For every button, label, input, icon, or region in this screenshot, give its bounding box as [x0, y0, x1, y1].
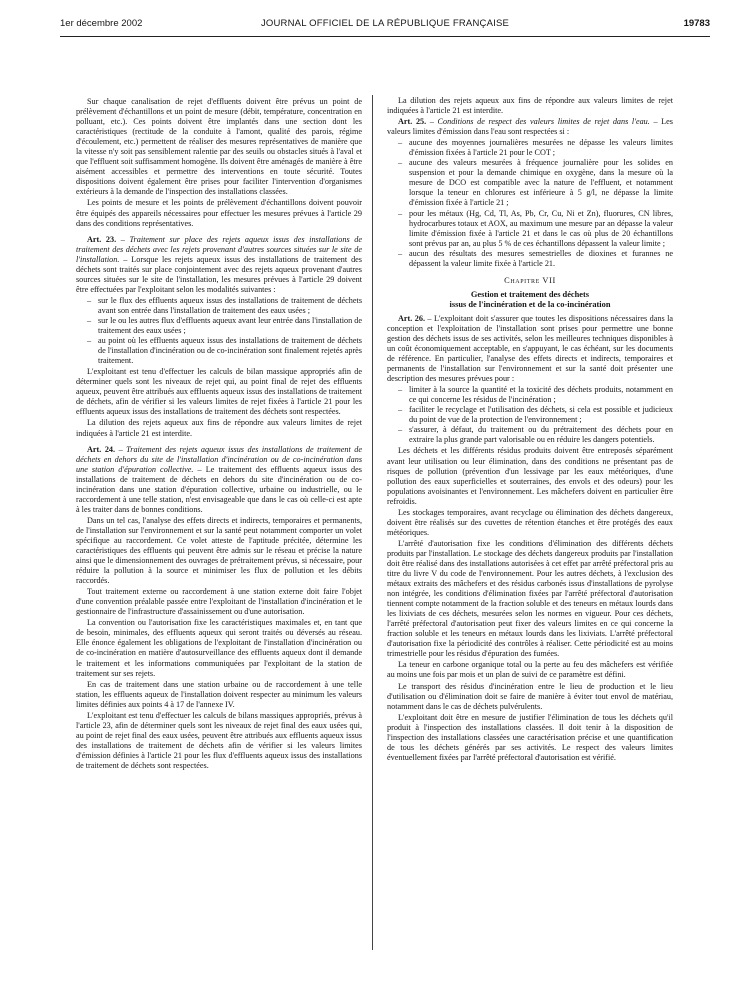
chapter-title-line: issus de l'incinération et de la co-incinération — [449, 299, 611, 309]
paragraph: Les points de mesure et les points de prélèvement d'échantillons doivent pouvoir être équipés des appareils nécessaires pour effectuer les mesures prévues à l'article 29 dans des conditions représentatives. — [76, 198, 362, 228]
article-23-list — [76, 296, 362, 366]
paragraph: La dilution des rejets aqueux aux fins de répondre aux valeurs limites de rejet indiquées à l'article 21 est interdite. — [387, 96, 673, 116]
paragraph: La convention ou l'autorisation fixe les caractéristiques maximales et, en tant que de besoin, minimales, des effluents aqueux qui seront traités ou déversés au réseau. Elle énonce également les obligations de l'exploitant de l'installation d'incinération ou de co-incinération en matière d'autosurveillance des effluents aqueux dont il demande le traitement et les informations communiquées par l'exploitant de la station de traitement sur ses rejets. — [76, 618, 362, 678]
paragraph: Le transport des résidus d'incinération entre le lieu de production et le lieu d'utilisation ou d'élimination doit se faire de manière à éviter tout envol de matériau, notamment dans le cas de déchets pulvérulents. — [387, 681, 673, 711]
header-page-number: 19783 — [683, 18, 710, 29]
article-number: Art. 24. — [87, 444, 116, 454]
chapter-heading: Chapitre VII — [504, 275, 556, 285]
left-column — [76, 97, 362, 772]
paragraph: Tout traitement externe ou raccordement à une station externe doit faire l'objet d'une convention préalable passée entre l'exploitant de l'installation d'incinération et le gestionnaire de l'infrastructure d'assainissement ou d'une autorisation. — [76, 587, 362, 617]
chapter-title-line: Gestion et traitement des déchets — [470, 289, 590, 299]
header-journal-title: JOURNAL OFFICIEL DE LA RÉPUBLIQUE FRANÇAISE — [260, 18, 510, 29]
list-item: – pour les métaux (Hg, Cd, Tl, As, Pb, Cr, Cu, Ni et Zn), fluorures, CN libres, hydrocarbures totaux et AOX, au maximum une mesure par an dépasse la valeur limite d'émission fixée à l'article 21 et dans le cas où plus de 20 échantillons sont prévus par an, au plus 5 % de ces échantillons dépassent la valeur limite ; — [387, 209, 673, 249]
right-column — [387, 96, 673, 764]
article-number: Art. 26. — [398, 313, 425, 323]
list-item: – au point où les effluents aqueux issus des installations de traitement de déchets de l'installation d'incinération ou de co-incinération sont finalement rejetés après traitement. — [76, 336, 362, 366]
paragraph: Sur chaque canalisation de rejet d'effluents doivent être prévus un point de prélèvement d'échantillons et un point de mesure (débit, température, concentration en polluant, etc.). Ces points doivent être implantés dans une section dont les caractéristiques (rectitude de la conduite à l'amont, qualité des parois, régime d'écoulement, etc.) permettent de réaliser des mesures représentatives de manière que la vitesse n'y soit pas sensiblement ralentie par des seuils ou obstacles situés à l'aval et que l'effluent soit suffisamment homogène. Ils doivent être aménagés de manière à être aisément accessibles et permettre des interventions en toute sécurité. Toutes dispositions doivent également être prises pour faciliter l'intervention d'organismes extérieurs à la demande de l'inspection des installations classées. — [76, 97, 362, 197]
article-title: – Traitement des rejets aqueux issus des installations de traitement de déchets en dehors du site de l'installation d'incinération ou de co-incinération dans une station d'épuration collective. — [76, 444, 362, 474]
paragraph: En cas de traitement dans une station urbaine ou de raccordement à une telle station, les effluents aqueux de l'installation doivent respecter au minimum les valeurs limites définies aux points 4 à 17 de l'annexe IV. — [76, 679, 362, 709]
list-item: – s'assurer, à défaut, du traitement ou du prétraitement des déchets pour en extraire la plus grande part valorisable ou en réduire les dangers potentiels. — [387, 425, 673, 445]
list-item: – sur le flux des effluents aqueux issus des installations de traitement de déchets avant son entrée dans l'installation de traitement des eaux usées ; — [76, 296, 362, 316]
article-text: – Le traitement des effluents aqueux issus des installations de traitement de déchets en dehors du site d'incinération ou de co-incinération dans une station d'épuration collective, urbaine ou industrielle, ou le raccordement à une telle station, n'est envisageable que dans le cas où celle-ci est apte à les traiter dans de bonnes conditions. — [76, 464, 362, 514]
paragraph: Les déchets et les différents résidus produits doivent être entreposés séparément avant leur utilisation ou leur élimination, dans des conditions ne présentant pas de risques de pollution (prévention d'un lessivage par les eaux météoriques, d'une pollution des eaux superficielles et souterraines, des envols et des odeurs) pour les populations avoisinantes et l'environnement. Les mâchefers doivent en particulier être refroidis. — [387, 446, 673, 506]
article-title: – Traitement sur place des rejets aqueux issus des installations de traitement des déchets avec les rejets provenant d'autres sources situées sur le site de l'installation. — [76, 234, 363, 264]
header-rule — [60, 36, 710, 37]
article-25 — [387, 117, 673, 137]
chapter-title — [387, 290, 673, 310]
header-date: 1er décembre 2002 — [60, 18, 143, 29]
paragraph: L'exploitant doit être en mesure de justifier l'élimination de tous les déchets qu'il produit à l'inspection des installations classées. Il doit tenir à la disposition de l'inspection des installations classées une caractérisation précise et une quantification de tous les déchets générés par ses activités. Le respect des valeurs limites éventuellement fixées par l'arrêté préfectoral d'autorisation est vérifié. — [387, 712, 673, 762]
list-item: – sur le ou les autres flux d'effluents aqueux avant leur entrée dans l'installation de traitement des eaux usées ; — [76, 316, 362, 336]
paragraph: L'exploitant est tenu d'effectuer les calculs de bilan massique appropriés afin de déterminer quels sont les niveaux de rejet qui, au point final de rejet des effluents aqueux, peuvent être attribués aux effluents aqueux issus des installations de traitement de déchets, afin de vérifier si les valeurs limites de rejet fixées à l'article 21 pour les effluents aqueux issus des installations de traitement des déchets sont respectées. — [76, 367, 362, 417]
article-text: – L'exploitant doit s'assurer que toutes les dispositions nécessaires dans la conception et l'exploitation de l'installation sont prises pour permettre une bonne gestion des déchets issus de ses activités, selon les meilleures techniques disponibles à un coût économiquement acceptable, en s'appuyant, le cas échéant, sur les documents de référence. En particulier, l'analyse des effets directs et indirects, temporaires et permanents de l'installation sur l'environnement et sur la santé doit présenter une description des mesures prévues pour : — [387, 313, 673, 384]
list-item: – limiter à la source la quantité et la toxicité des déchets produits, notamment en ce qui concerne les résidus de l'incinération ; — [387, 385, 673, 405]
paragraph: Les stockages temporaires, avant recyclage ou élimination des déchets dangereux, doivent être réalisés sur des cuvettes de rétention étanches et être protégés des eaux météoriques. — [387, 507, 673, 537]
article-title: – Conditions de respect des valeurs limites de rejet dans l'eau. — [429, 117, 650, 127]
article-text: – Lorsque les rejets aqueux issus des installations de traitement des déchets sont traités sur place conjointement avec des rejets aqueux provenant d'autres sources situées sur le site de l'installation, les mesures prévues à l'article 29 doivent être effectuées par l'exploitant selon les modalités suivantes : — [76, 254, 362, 294]
paragraph: Dans un tel cas, l'analyse des effets directs et indirects, temporaires et permanents, de l'installation sur l'environnement et sur la santé peut notamment comporter un volet spécifique au raccordement. Ce volet atteste de l'aptitude précitée, détermine les caractéristiques des effluents qui peuvent être admis sur le réseau et précise la nature ainsi que le dimensionnement des ouvrages de prétraitement prévus, si nécessaire, pour réduire la pollution à la source et minimiser les flux de pollution et les débits raccordés. — [76, 515, 362, 586]
article-24 — [76, 445, 362, 515]
article-number: Art. 23. — [87, 234, 117, 244]
list-item: – aucun des résultats des mesures semestrielles de dioxines et furannes ne dépassent la valeur limite fixée à l'article 21. — [387, 249, 673, 269]
article-26-list — [387, 385, 673, 445]
article-text: – Les valeurs limites d'émission dans l'eau sont respectées si : — [387, 117, 673, 137]
paragraph: La teneur en carbone organique total ou la perte au feu des mâchefers est vérifiée au moins une fois par mois et un plan de suivi de ce paramètre est défini. — [387, 660, 673, 680]
paragraph: L'exploitant est tenu d'effectuer les calculs de bilans massiques appropriés, prévus à l'article 23, afin de déterminer quels sont les niveaux de rejet final des eaux usées qui, au point de rejet final des eaux usées, peuvent être attribués aux effluents aqueux issus des installations de traitement de déchets afin de vérifier si les valeurs limites d'émission définies à l'article 21 pour les flux d'effluents aqueux issus des installations de traitement de déchets sont respectées. — [76, 710, 362, 770]
article-26 — [387, 314, 673, 384]
list-item: – aucune des valeurs mesurées à fréquence journalière pour les solides en suspension et pour la demande chimique en oxygène, dans la mesure où la mesure de DCO est compatible avec la nature de l'effluent, et notamment lorsque la teneur en chlorures est inférieure à 5 g/l, ne dépasse la limite d'émission fixée à l'article 21 ; — [387, 158, 673, 208]
article-number: Art. 25. — [398, 117, 427, 127]
article-25-list — [387, 138, 673, 269]
article-23 — [76, 235, 362, 295]
page-header — [60, 18, 710, 32]
paragraph: La dilution des rejets aqueux aux fins de répondre aux valeurs limites de rejet indiquées à l'article 21 est interdite. — [76, 418, 362, 438]
paragraph: L'arrêté d'autorisation fixe les conditions d'élimination des différents déchets produits par l'installation. Le stockage des déchets dangereux produits par l'installation doit être réalisé dans des installations autorisées à cet effet par arrêté préfectoral pris au titre du livre V du code de l'environnement. Pour les autres déchets, à l'exclusion des métaux extraits des mâchefers et des résidus carbonés issus d'installations de pyrolyse non intégrée, les conditions d'élimination fixées par l'arrêté préfectoral d'autorisation tiennent compte notamment de la fraction soluble et des teneurs en métaux lourds dans les lixiviats de ces déchets, mesurées selon les normes en vigueur. Pour ces déchets, l'arrêté préfectoral d'autorisation peut fixer des valeurs limites en ce qui concerne la fraction soluble et les teneurs en métaux lourds dans les lixiviats. L'arrêté préfectoral d'autorisation fixe la périodicité des contrôles à réaliser. Cette périodicité est au moins trimestrielle pour les résidus d'épuration des fumées. — [387, 538, 673, 659]
list-item: – aucune des moyennes journalières mesurées ne dépasse les valeurs limites d'émission fixées à l'article 21 pour le COT ; — [387, 138, 673, 158]
column-separator — [372, 95, 373, 950]
list-item: – faciliter le recyclage et l'utilisation des déchets, si cela est possible et judicieux du point de vue de la protection de l'environnement ; — [387, 405, 673, 425]
